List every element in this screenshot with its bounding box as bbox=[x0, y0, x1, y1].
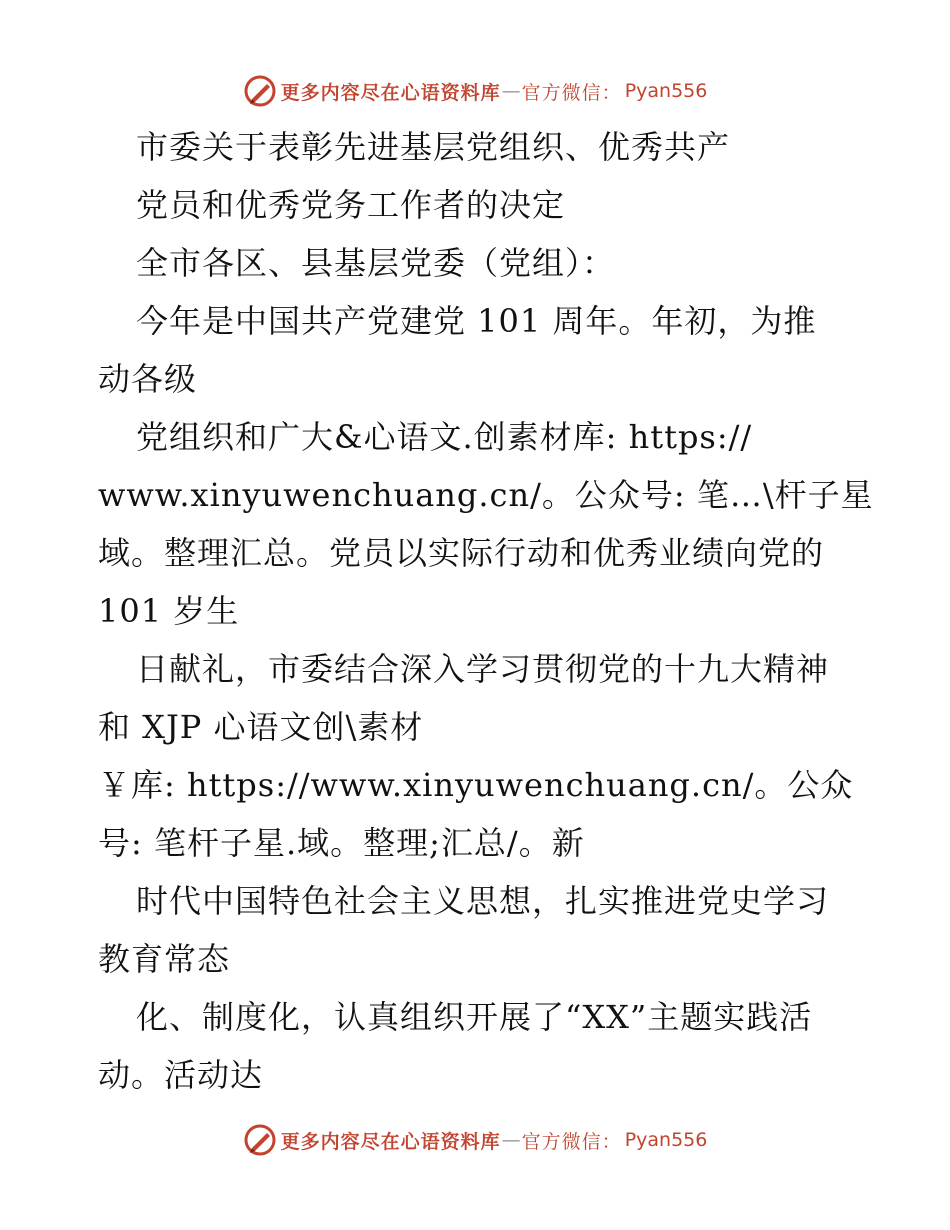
doc-text-line: 日献礼，市委结合深入学习贯彻党的十九大精神 bbox=[136, 650, 830, 688]
doc-text-line: 域。整理汇总。党员以实际行动和优秀业绩向党的 bbox=[98, 534, 825, 572]
document-body bbox=[98, 118, 874, 1104]
doc-text-line: 党组织和广大&心语文.创素材库: https:// bbox=[136, 418, 753, 456]
pen-logo-icon bbox=[243, 74, 277, 108]
doc-text-line: www.xinyuwenchuang.cn/。公众号: 笔…\杆子星 bbox=[98, 476, 874, 514]
banner-label: 官方微信 bbox=[521, 81, 602, 104]
doc-text-line: 化、制度化，认真组织开展了“XX”主题实践活 bbox=[136, 998, 813, 1036]
doc-text-line: 动各级 bbox=[98, 360, 198, 398]
banner-colon: ： bbox=[601, 81, 621, 104]
doc-title-line-2: 党员和优秀党务工作者的决定 bbox=[136, 186, 566, 224]
doc-text-line: 和 XJP 心语文创\素材 bbox=[98, 708, 424, 746]
doc-text-line: 今年是中国共产党建党 101 周年。年初，为推 bbox=[136, 302, 817, 340]
header-watermark-banner bbox=[0, 71, 950, 111]
pen-logo-icon bbox=[243, 1123, 277, 1157]
footer-watermark-banner bbox=[0, 1120, 950, 1160]
banner-text: 更多内容尽在心语资料库 bbox=[280, 81, 501, 104]
doc-text-line: ￥库: https://www.xinyuwenchuang.cn/。公众 bbox=[98, 766, 854, 804]
banner-colon: ： bbox=[601, 1130, 621, 1153]
banner-text: 更多内容尽在心语资料库 bbox=[280, 1130, 501, 1153]
banner-wechat-id: Pyan556 bbox=[624, 1129, 708, 1151]
banner-separator: — bbox=[501, 1129, 521, 1151]
banner-separator: — bbox=[501, 80, 521, 102]
doc-text-line: 101 岁生 bbox=[98, 592, 240, 630]
doc-text-line: 教育常态 bbox=[98, 940, 231, 978]
doc-text-line: 动。活动达 bbox=[98, 1056, 264, 1094]
doc-text-line: 号: 笔杆子星.域。整理;汇总/。新 bbox=[98, 824, 585, 862]
doc-salutation: 全市各区、县基层党委（党组）： bbox=[136, 244, 616, 282]
doc-title-line-1: 市委关于表彰先进基层党组织、优秀共产 bbox=[136, 128, 731, 166]
banner-label: 官方微信 bbox=[521, 1130, 602, 1153]
doc-text-line: 时代中国特色社会主义思想，扎实推进党史学习 bbox=[136, 882, 830, 920]
banner-wechat-id: Pyan556 bbox=[624, 80, 708, 102]
